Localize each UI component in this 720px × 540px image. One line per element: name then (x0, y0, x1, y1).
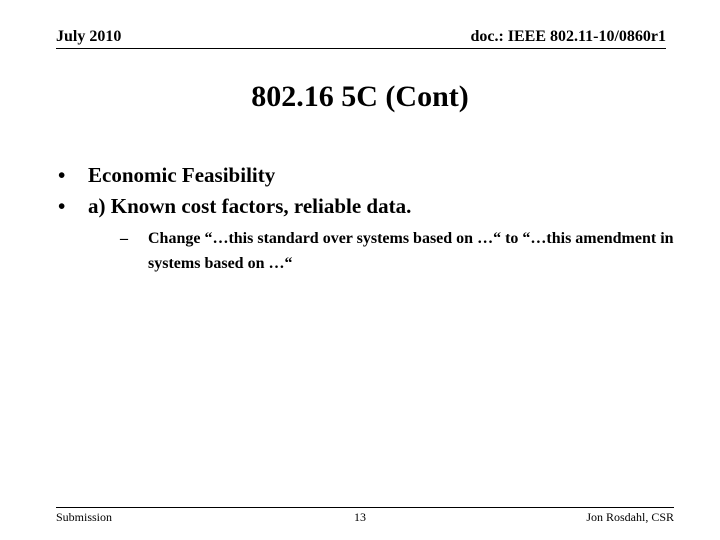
slide-title: 802.16 5C (Cont) (251, 80, 469, 113)
bullet-mark: • (58, 194, 66, 218)
sub-bullet-text: Change “…this standard over systems based on …“ to “…this amendment in systems based on …“ (148, 230, 674, 272)
footer-author: Jon Rosdahl, CSR (586, 510, 674, 524)
bullet-list (58, 160, 678, 276)
bullet-text: a) Known cost factors, reliable data. (88, 194, 412, 218)
sub-bullet-item (120, 226, 688, 276)
footer-submission: Submission (56, 510, 113, 524)
header-divider (56, 48, 666, 49)
bullet-item (58, 191, 678, 222)
sub-bullet-mark: – (120, 230, 128, 247)
bullet-item (58, 160, 678, 191)
footer-divider (56, 507, 674, 508)
bullet-mark: • (58, 163, 66, 187)
footer-page-number: 13 (354, 510, 366, 524)
header-date: July 2010 (56, 28, 122, 45)
header-doc-id: doc.: IEEE 802.11-10/0860r1 (470, 28, 666, 45)
bullet-text: Economic Feasibility (88, 163, 276, 187)
